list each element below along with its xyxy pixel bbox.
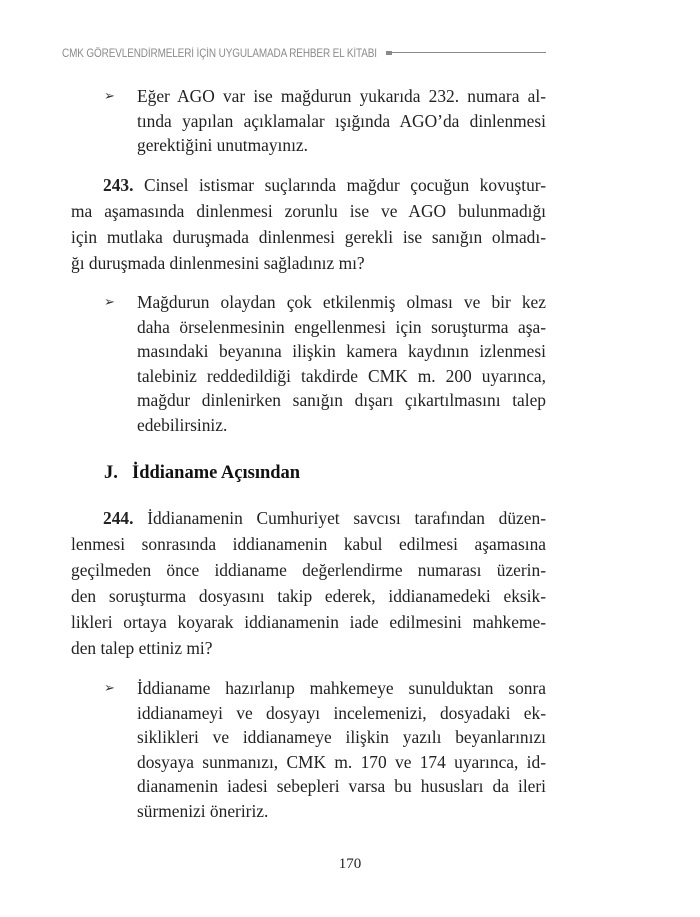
bullet-item-ago	[104, 84, 546, 158]
text-line: lenmesi sonrasında iddianamenin kabul edilmesi aşamasına	[71, 534, 546, 554]
arrow-bullet-icon: ➢	[104, 89, 115, 104]
section-letter: J.	[104, 463, 118, 483]
text-line: geçilmeden önce iddianame değerlendirme numarası üzerin-	[71, 560, 546, 580]
text-line: den talep ettiniz mi?	[71, 638, 213, 658]
text-line: likleri ortaya koyarak iddianamenin iade edilmesini mahkeme-	[71, 612, 546, 632]
text-line: talebiniz reddedildiği takdirde CMK m. 200 uyarınca,	[137, 365, 546, 386]
text-line: İddianame hazırlanıp mahkemeye sunulduktan sonra	[137, 678, 546, 698]
bullet-text	[137, 84, 546, 158]
text-line: edebilirsiniz.	[137, 414, 228, 435]
bullet-item-indictment-review	[104, 676, 546, 824]
text-line: iddianameyi ve dosyayı incelemenizi, dosyadaki ek-	[137, 702, 546, 723]
text-fragment: Cinsel istismar suçlarında mağdur çocuğun kovuştur-	[143, 175, 546, 195]
text-line	[71, 172, 546, 198]
question-number: 243.	[103, 175, 134, 195]
bullet-text	[137, 290, 546, 438]
text-line: siklikleri ve iddianameye ilişkin yazılı beyanlarınızı	[137, 727, 546, 748]
page-number: 170	[338, 856, 362, 872]
question-244	[71, 505, 546, 661]
section-heading	[104, 463, 300, 484]
text-line: Mağdurun olaydan çok etkilenmiş olması ve bir kez	[137, 292, 546, 312]
text-line: ğı duruşmada dinlenmesini sağladınız mı?	[71, 253, 365, 273]
bullet-text	[137, 676, 546, 824]
text-line: dianamenin iadesi sebepleri varsa bu hususları da ileri	[137, 776, 546, 797]
text-line: gerektiğini unutmayınız.	[137, 135, 308, 156]
text-line: sürmenizi öneririz.	[137, 800, 269, 821]
text-line: Eğer AGO var ise mağdurun yukarıda 232. numara al-	[137, 86, 546, 106]
question-243	[71, 172, 546, 276]
text-fragment: İddianamenin Cumhuriyet savcısı tarafından düzen-	[147, 508, 546, 528]
arrow-bullet-icon: ➢	[104, 681, 115, 696]
text-line: daha örselenmesinin engellenmesi için soruşturma aşa-	[137, 316, 546, 337]
text-line: için mutlaka duruşmada dinlenmesi gerekli ise sanığın olmadı-	[71, 227, 546, 247]
text-line: den soruşturma dosyasını takip ederek, iddianamedeki eksik-	[71, 586, 546, 606]
arrow-bullet-icon: ➢	[104, 295, 115, 310]
text-line: mağdur dinlenirken sanığın dışarı çıkartılmasını talep	[137, 390, 546, 411]
bullet-item-camera-record	[104, 290, 546, 438]
header-rule	[392, 52, 546, 53]
text-line: dosyaya sunmanızı, CMK m. 170 ve 174 uyarınca, id-	[137, 751, 546, 772]
running-header	[62, 44, 548, 62]
text-line: ma aşamasında dinlenmesi zorunlu ise ve AGO bulunmadığı	[71, 201, 546, 221]
running-header-title: CMK GÖREVLENDİRMELERİ İÇİN UYGULAMADA REHBER EL KİTABI	[62, 46, 377, 60]
text-line	[71, 505, 546, 531]
section-title: İddianame Açısından	[132, 463, 301, 483]
text-line: masındaki beyanına ilişkin kamera kaydının izlenmesi	[137, 341, 546, 362]
text-line: tında yapılan açıklamalar ışığında AGO’da dinlenmesi	[137, 110, 546, 131]
question-number: 244.	[103, 508, 134, 528]
